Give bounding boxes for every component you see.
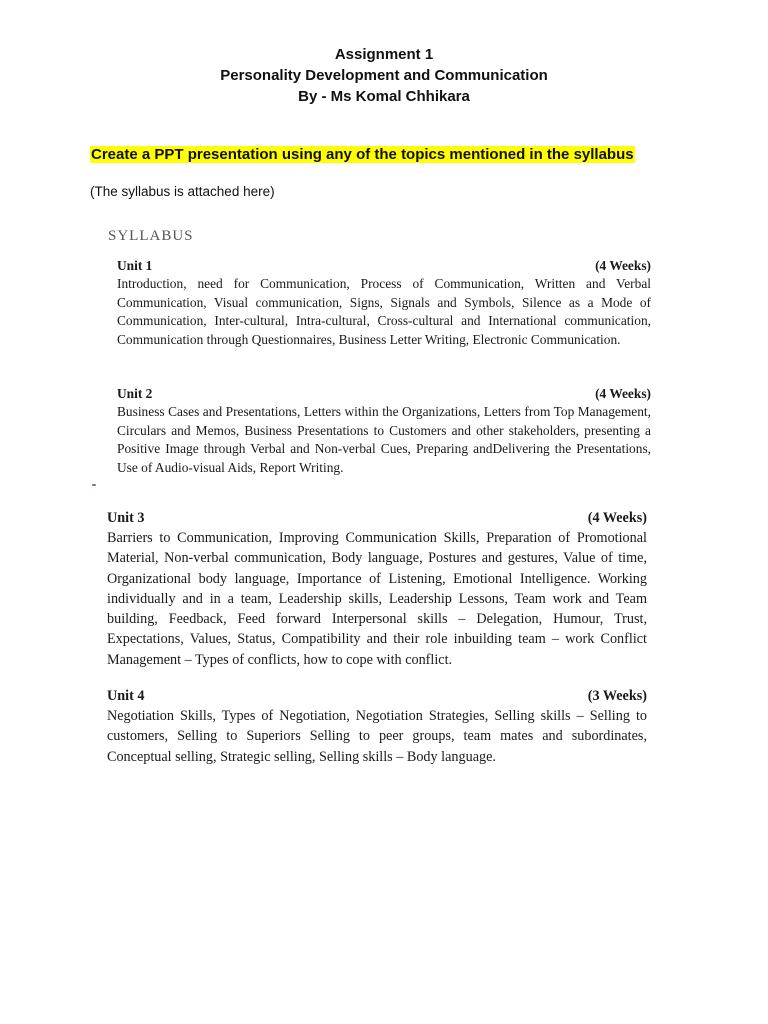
unit-header <box>107 508 647 528</box>
author-line: By - Ms Komal Chhikara <box>298 88 470 105</box>
document-header <box>0 44 768 107</box>
unit-3-section <box>107 508 647 670</box>
syllabus-heading: SYLLABUS <box>108 228 194 244</box>
unit-header <box>117 256 651 275</box>
unit-content: Introduction, need for Communication, Process of Communication, Written and Verbal Communication, Visual communication, Signs, Signals and Symbols, Silence as a Mode of Communication, Inter-cultural, Intra-cultural, Cross-cultural and International communication, Communication through Questionnaires, Business Letter Writing, Electronic Communication. <box>117 276 651 347</box>
unit-content: Business Cases and Presentations, Letters within the Organizations, Letters from Top Management, Circulars and Memos, Business Presentations to Customers and other stakeholders, presenting a Positive Image through Verbal and Non-verbal Cues, Preparing andDelivering the Presentations, Use of Audio-visual Aids, Report Writing. <box>117 404 651 475</box>
scan-artifact-mark <box>92 484 96 486</box>
attachment-note: (The syllabus is attached here) <box>90 184 275 199</box>
unit-content: Negotiation Skills, Types of Negotiation, Negotiation Strategies, Selling skills – Selling to customers, Selling to Superiors Selling to peer groups, team mates and subordinates, Conceptual selling, Strategic selling, Selling skills – Body language. <box>107 708 647 765</box>
unit-header <box>117 384 651 403</box>
unit-header <box>107 686 647 706</box>
task-instruction <box>90 145 635 165</box>
unit-content: Barriers to Communication, Improving Communication Skills, Preparation of Promotional Material, Non-verbal communication, Body language, Postures and gestures, Value of time, Organizational body language, Importance of Listening, Emotional Intelligence. Working individually and in a team, Leadership skills, Leadership Lessons, Team work and Team building, Feedback, Feed forward Interpersonal skills – Delegation, Humour, Trust, Expectations, Values, Status, Compatibility and their role inbuilding team – work Conflict Management – Types of conflicts, how to cope with conflict. <box>107 530 647 668</box>
unit-2-section <box>117 384 651 477</box>
unit-duration: (4 Weeks) <box>595 258 651 273</box>
unit-name: Unit 4 <box>107 688 145 704</box>
unit-duration: (4 Weeks) <box>587 510 647 526</box>
highlighted-task-text: Create a PPT presentation using any of the topics mentioned in the syllabus <box>91 146 634 163</box>
unit-name: Unit 3 <box>107 510 145 526</box>
unit-4-section <box>107 686 647 767</box>
course-title: Personality Development and Communication <box>220 67 548 84</box>
assignment-title: Assignment 1 <box>334 46 434 63</box>
unit-1-section <box>117 256 651 349</box>
unit-name: Unit 2 <box>117 386 153 401</box>
unit-name: Unit 1 <box>117 258 153 273</box>
unit-duration: (4 Weeks) <box>595 386 651 401</box>
unit-duration: (3 Weeks) <box>587 688 647 704</box>
